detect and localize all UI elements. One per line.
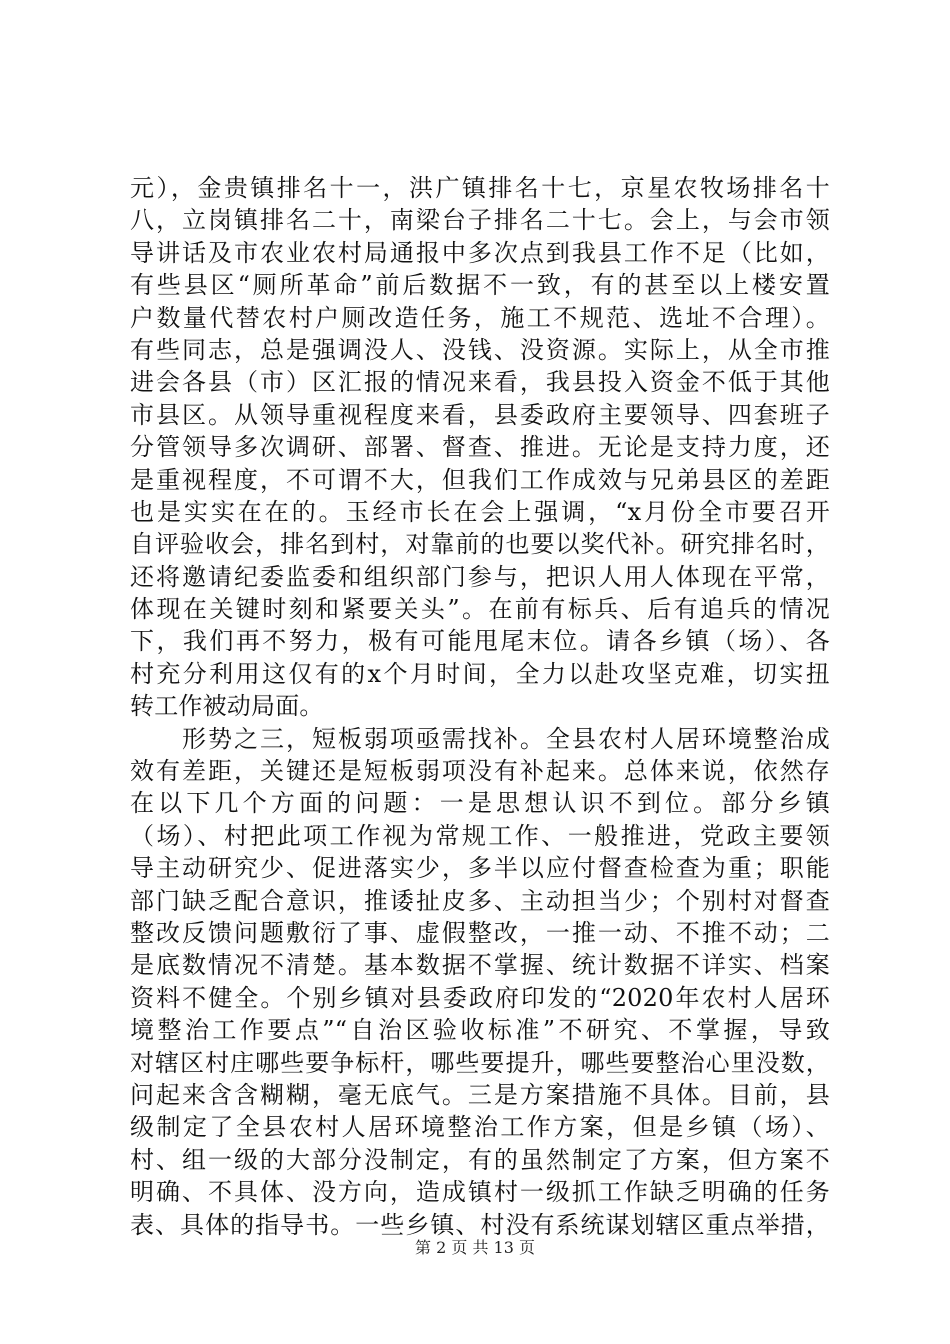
text-line: 对辖区村庄哪些要争标杆，哪些要提升，哪些要整治心里没数， (130, 1048, 830, 1077)
text-line: 资料不健全。个别乡镇对县委政府印发的“2020年农村人居环 (130, 983, 830, 1012)
text-line: 进会各县（市）区汇报的情况来看，我县投入资金不低于其他 (130, 368, 830, 397)
text-line: 八，立岗镇排名二十，南梁台子排名二十七。会上，与会市领 (130, 206, 830, 235)
text-line: 有些同志，总是强调没人、没钱、没资源。实际上，从全市推 (130, 335, 830, 364)
text-line: 明确、不具体、没方向，造成镇村一级抓工作缺乏明确的任务 (130, 1178, 830, 1207)
text-line: 户数量代替农村户厕改造任务，施工不规范、选址不合理）。 (130, 303, 830, 332)
text-line: 是底数情况不清楚。基本数据不掌握、统计数据不详实、档案 (130, 951, 830, 980)
text-line: 效有差距，关键还是短板弱项没有补起来。总体来说，依然存 (130, 757, 830, 786)
text-line: 还将邀请纪委监委和组织部门参与，把识人用人体现在平常， (130, 562, 830, 591)
text-line: 境整治工作要点”“自治区验收标准”不研究、不掌握，导致 (130, 1016, 830, 1045)
text-line: 形势之三，短板弱项亟需找补。全县农村人居环境整治成 (130, 724, 830, 753)
text-line: 问起来含含糊糊，毫无底气。三是方案措施不具体。目前，县 (130, 1080, 830, 1109)
text-line: 体现在关键时刻和紧要关头”。在前有标兵、后有追兵的情况 (130, 595, 830, 624)
text-line: 元），金贵镇排名十一，洪广镇排名十七，京星农牧场排名十 (130, 174, 830, 202)
page-number-footer: 第 2 页 共 13 页 (415, 1238, 535, 1257)
text-line: 也是实实在在的。玉经市长在会上强调，“x月份全市要召开 (130, 497, 830, 526)
text-line: 在以下几个方面的问题：一是思想认识不到位。部分乡镇 (130, 789, 830, 818)
text-line: 市县区。从领导重视程度来看，县委政府主要领导、四套班子 (130, 400, 830, 429)
text-line: 自评验收会，排名到村，对靠前的也要以奖代补。研究排名时， (130, 530, 830, 559)
text-line: 部门缺乏配合意识，推诿扯皮多、主动担当少；个别村对督查 (130, 886, 830, 915)
body-text (130, 172, 830, 1241)
text-line: （场）、村把此项工作视为常规工作、一般推进，党政主要领 (130, 821, 830, 850)
text-line: 导主动研究少、促进落实少，多半以应付督查检查为重；职能 (130, 854, 830, 883)
text-line: 村充分利用这仅有的x个月时间，全力以赴攻坚克难，切实扭 (130, 659, 830, 688)
text-line: 转工作被动局面。 (130, 692, 324, 721)
text-line: 村、组一级的大部分没制定，有的虽然制定了方案，但方案不 (130, 1145, 830, 1174)
text-line: 是重视程度，不可谓不大，但我们工作成效与兄弟县区的差距 (130, 465, 830, 494)
text-line: 分管领导多次调研、部署、督查、推进。无论是支持力度，还 (130, 433, 830, 462)
text-line: 导讲话及市农业农村局通报中多次点到我县工作不足（比如， (130, 238, 830, 267)
text-line: 级制定了全县农村人居环境整治工作方案，但是乡镇（场）、 (130, 1113, 830, 1142)
text-line: 表、具体的指导书。一些乡镇、村没有系统谋划辖区重点举措， (130, 1210, 830, 1239)
text-line: 下，我们再不努力，极有可能甩尾末位。请各乡镇（场）、各 (130, 627, 830, 656)
text-line: 整改反馈问题敷衍了事、虚假整改，一推一动、不推不动；二 (130, 918, 830, 947)
text-line: 有些县区“厕所革命”前后数据不一致，有的甚至以上楼安置 (130, 271, 830, 300)
